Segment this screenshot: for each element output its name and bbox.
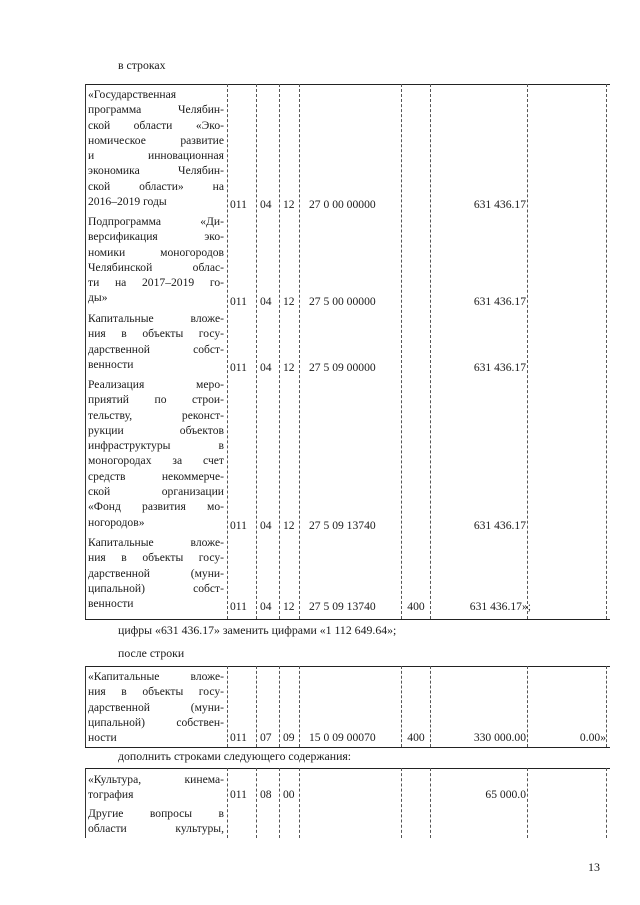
after-line-text: после строки bbox=[118, 646, 185, 660]
cell-pr: 12 bbox=[283, 519, 295, 532]
cell-csr: 27 5 09 00000 bbox=[309, 361, 376, 374]
cell-ved: 011 bbox=[230, 519, 247, 532]
column-divider bbox=[430, 768, 431, 838]
column-divider bbox=[527, 84, 528, 619]
column-divider bbox=[606, 768, 607, 838]
table-1-left-border bbox=[85, 84, 86, 619]
column-divider bbox=[430, 666, 431, 747]
column-divider bbox=[299, 84, 300, 619]
table-row-description: «Капитальные вложе- ния в объекты госу- дарственной (муни- ципальной) собствен- ности bbox=[88, 670, 224, 745]
column-divider bbox=[401, 768, 402, 838]
table-3-left-border bbox=[85, 768, 86, 838]
cell-pr: 00 bbox=[283, 788, 295, 801]
page-number: 13 bbox=[588, 860, 600, 874]
table-row-description: Другие вопросы в области культуры, bbox=[88, 807, 224, 836]
cell-sum-2: 0.00» bbox=[579, 731, 606, 744]
column-divider bbox=[227, 666, 228, 747]
column-divider bbox=[227, 768, 228, 838]
column-divider bbox=[401, 666, 402, 747]
table-row-description: «Государственная программа Челябин- ской области «Эко- номическое развитие и инновационная экономика Челябин- ской области» на 2016–2019 годы bbox=[88, 88, 224, 209]
cell-sum: 631 436.17»; bbox=[469, 600, 531, 613]
cell-csr: 15 0 09 00070 bbox=[309, 731, 376, 744]
column-divider bbox=[279, 768, 280, 838]
cell-pr: 12 bbox=[283, 361, 295, 374]
cell-sum: 631 436.17 bbox=[473, 361, 526, 374]
column-divider bbox=[279, 84, 280, 619]
column-divider bbox=[227, 84, 228, 619]
table-row-description: Капитальные вложе- ния в объекты госу- дарственной (муни- ципальной) собст- венности bbox=[88, 536, 224, 611]
cell-rz: 04 bbox=[260, 295, 272, 308]
column-divider bbox=[256, 666, 257, 747]
cell-sum: 330 000.00 bbox=[473, 731, 526, 744]
cell-ved: 011 bbox=[230, 731, 247, 744]
cell-sum: 65 000.0 bbox=[485, 788, 526, 801]
table-2-top-border bbox=[85, 666, 610, 667]
cell-pr: 12 bbox=[283, 198, 295, 211]
cell-pr: 12 bbox=[283, 295, 295, 308]
cell-ved: 011 bbox=[230, 788, 247, 801]
table-1-top-border bbox=[85, 84, 610, 85]
cell-csr: 27 5 09 13740 bbox=[309, 519, 376, 532]
cell-vr: 400 bbox=[407, 731, 425, 744]
column-divider bbox=[299, 768, 300, 838]
column-divider bbox=[256, 768, 257, 838]
cell-ved: 011 bbox=[230, 600, 247, 613]
cell-sum: 631 436.17 bbox=[473, 198, 526, 211]
column-divider bbox=[606, 666, 607, 747]
column-divider bbox=[299, 666, 300, 747]
intro-text: в строках bbox=[118, 58, 166, 72]
cell-csr: 27 0 00 00000 bbox=[309, 198, 376, 211]
cell-rz: 07 bbox=[260, 731, 272, 744]
column-divider bbox=[430, 84, 431, 619]
table-2-bottom-border bbox=[85, 747, 610, 748]
column-divider bbox=[527, 768, 528, 838]
table-2-left-border bbox=[85, 666, 86, 747]
cell-ved: 011 bbox=[230, 198, 247, 211]
column-divider bbox=[279, 666, 280, 747]
table-1-bottom-border bbox=[85, 619, 610, 620]
table-row-description: «Культура, кинема- тография bbox=[88, 773, 224, 802]
cell-rz: 04 bbox=[260, 600, 272, 613]
cell-csr: 27 5 09 13740 bbox=[309, 600, 376, 613]
cell-vr: 400 bbox=[407, 600, 425, 613]
cell-rz: 04 bbox=[260, 361, 272, 374]
replace-instruction: цифры «631 436.17» заменить цифрами «1 112 649.64»; bbox=[118, 623, 397, 637]
cell-ved: 011 bbox=[230, 361, 247, 374]
column-divider bbox=[401, 84, 402, 619]
column-divider bbox=[256, 84, 257, 619]
cell-pr: 09 bbox=[283, 731, 295, 744]
cell-pr: 12 bbox=[283, 600, 295, 613]
cell-sum: 631 436.17 bbox=[473, 295, 526, 308]
table-row-description: Капитальные вложе- ния в объекты госу- дарственной собст- венности bbox=[88, 312, 224, 371]
column-divider bbox=[606, 84, 607, 619]
column-divider bbox=[527, 666, 528, 747]
cell-sum: 631 436.17 bbox=[473, 519, 526, 532]
table-row-description: Реализация меро- приятий по строи- тельству, реконст- рукции объектов инфраструктуры в моногородах за счет средств некоммерче- ской организации «Фонд развития мо- ногородов» bbox=[88, 378, 224, 529]
cell-rz: 08 bbox=[260, 788, 272, 801]
cell-csr: 27 5 00 00000 bbox=[309, 295, 376, 308]
table-3-top-border bbox=[85, 768, 610, 769]
table-row-description: Подпрограмма «Ди- версификация эко- номики моногородов Челябинской облас- ти на 2017–2019 го- ды» bbox=[88, 215, 224, 305]
cell-rz: 04 bbox=[260, 519, 272, 532]
cell-rz: 04 bbox=[260, 198, 272, 211]
supplement-instruction: дополнить строками следующего содержания: bbox=[118, 749, 352, 763]
cell-ved: 011 bbox=[230, 295, 247, 308]
